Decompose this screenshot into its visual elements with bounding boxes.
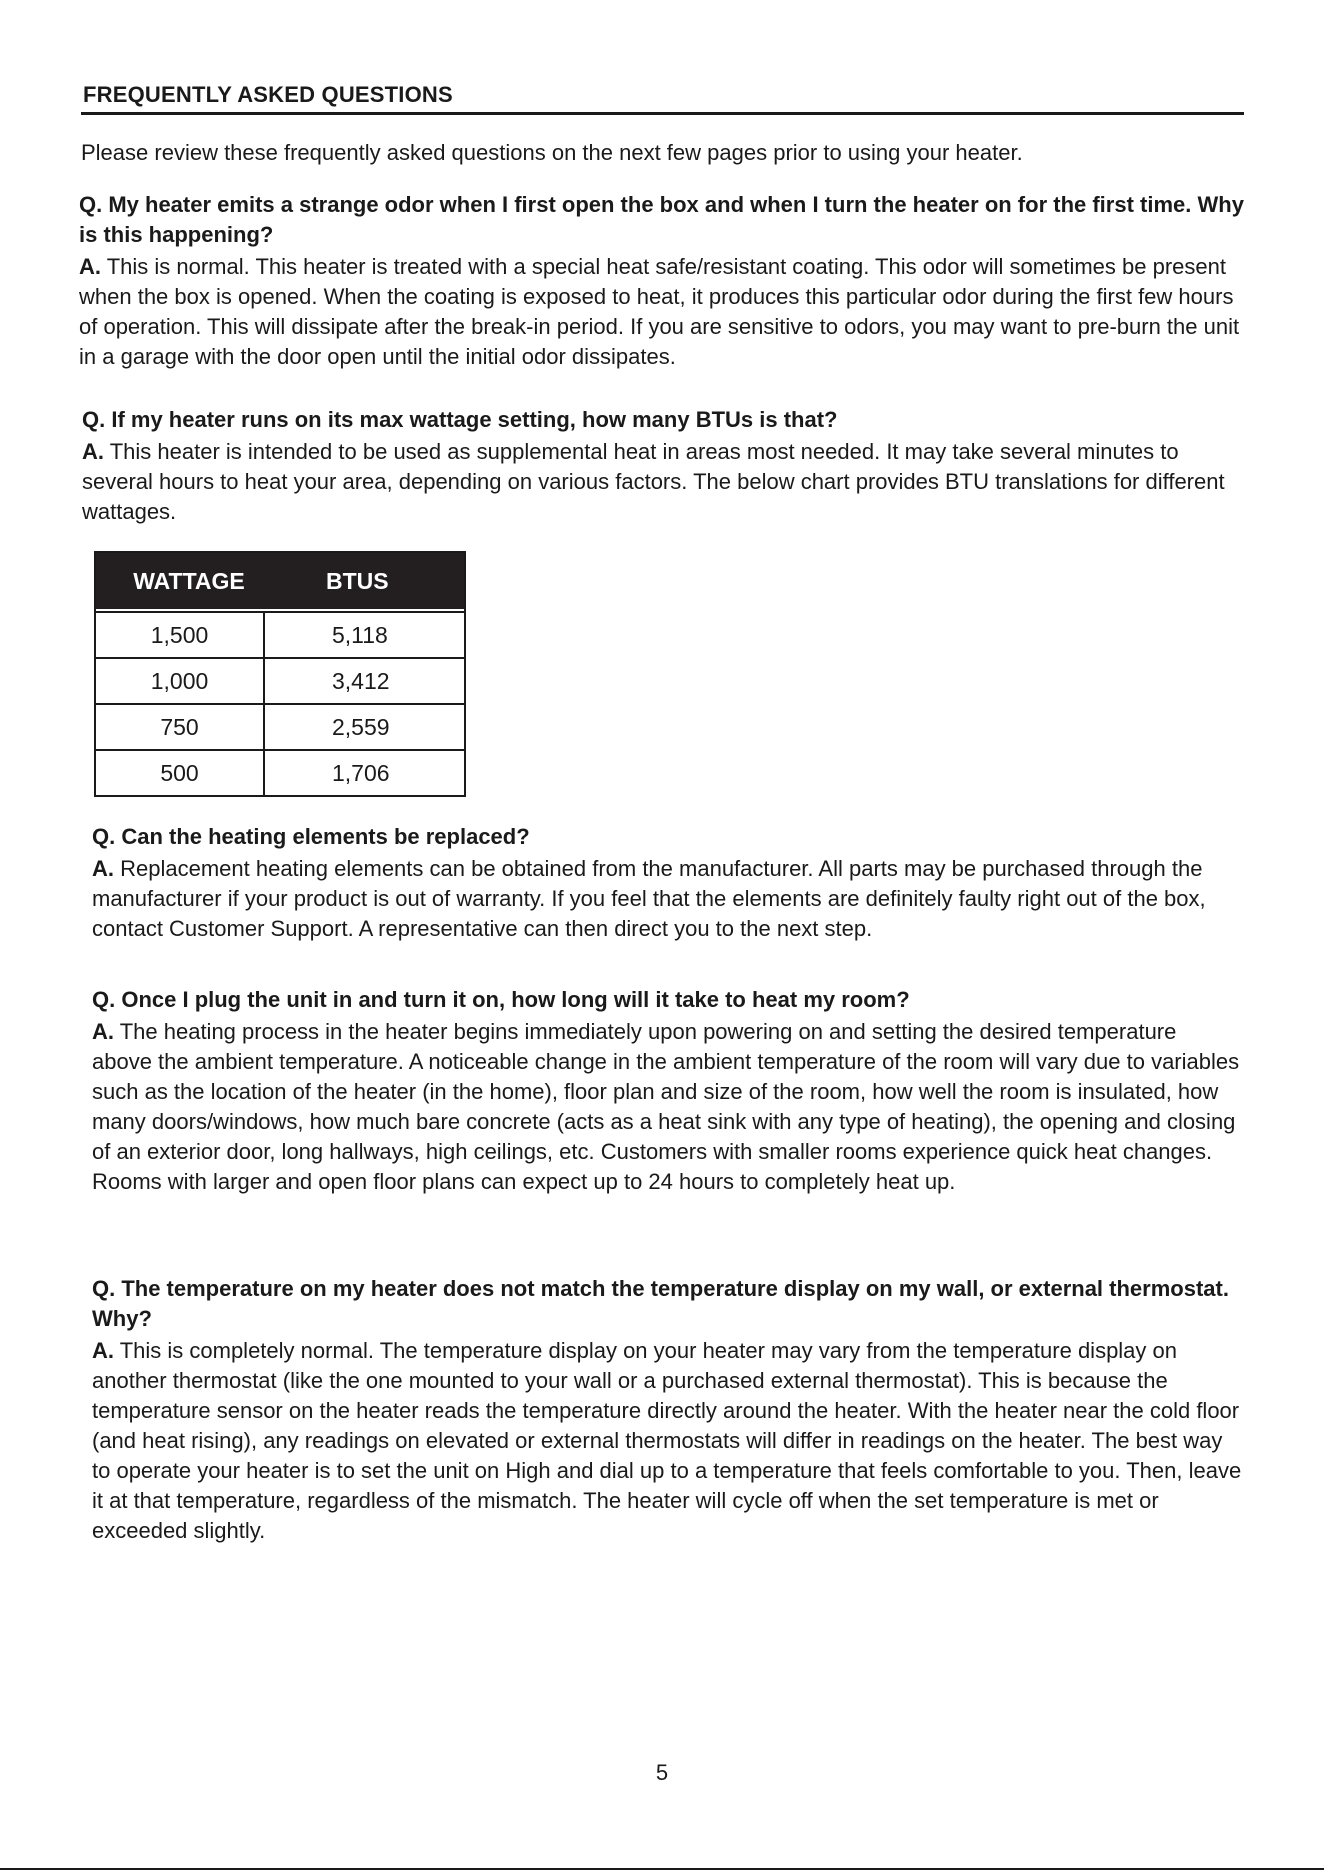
table-row [96, 749, 464, 795]
page-heading: FREQUENTLY ASKED QUESTIONS [83, 82, 453, 107]
faq-item [82, 405, 1252, 527]
faq-answer [92, 854, 1242, 944]
faq-item [79, 190, 1249, 372]
answer-prefix: A. [92, 1338, 114, 1363]
faq-question: Q. If my heater runs on its max wattage setting, how many BTUs is that? [82, 407, 838, 432]
faq-question: Q. Once I plug the unit in and turn it on, how long will it take to heat my room? [92, 987, 910, 1012]
table-cell-wattage: 500 [96, 751, 265, 795]
faq-item [92, 822, 1242, 944]
faq-question: Q. Can the heating elements be replaced? [92, 824, 530, 849]
table-cell-btus: 5,118 [332, 621, 388, 648]
answer-text: This heater is intended to be used as supplemental heat in areas most needed. It may take several minutes to several hours to heat your area, depending on various factors. The below chart provides BTU translations for different wattages. [82, 439, 1225, 524]
table-cell-wattage: 1,500 [96, 613, 265, 657]
intro-text: Please review these frequently asked questions on the next few pages prior to using your heater. [81, 140, 1023, 165]
faq-item [92, 985, 1242, 1197]
table-cell-btus: 3,412 [332, 667, 390, 694]
answer-prefix: A. [82, 439, 104, 464]
table-row [96, 703, 464, 749]
table-row [96, 657, 464, 703]
faq-answer [79, 252, 1249, 372]
table-row [96, 611, 464, 657]
faq-answer [92, 1336, 1242, 1546]
faq-question: Q. My heater emits a strange odor when I first open the box and when I turn the heater on for the first time. Why is this happening? [79, 192, 1244, 247]
wattage-btu-table [94, 551, 466, 797]
answer-prefix: A. [92, 856, 114, 881]
table-cell-wattage: 750 [96, 705, 265, 749]
table-header-btus: BTUS [326, 567, 389, 594]
heading-rule [81, 112, 1244, 115]
table-cell-btus: 1,706 [332, 759, 390, 786]
table-header [96, 553, 464, 609]
table-cell-wattage: 1,000 [96, 659, 265, 703]
faq-question: Q. The temperature on my heater does not match the temperature display on my wall, or external thermostat. Why? [92, 1276, 1229, 1331]
page-number: 5 [655, 1760, 669, 1785]
table-header-wattage: WATTAGE [133, 567, 245, 594]
table-cell-btus: 2,559 [332, 713, 390, 740]
faq-item [92, 1274, 1242, 1546]
page-bottom-edge [0, 1868, 1324, 1870]
answer-text: The heating process in the heater begins immediately upon powering on and setting the desired temperature above the ambient temperature. A noticeable change in the ambient temperature of the room will vary due to variables such as the location of the heater (in the home), floor plan and size of the room, how well the room is insulated, how many doors/windows, how much bare concrete (acts as a heat sink with any type of heating), the opening and closing of an exterior door, long hallways, high ceilings, etc. Customers with smaller rooms experience quick heat changes. Rooms with larger and open floor plans can expect up to 24 hours to completely heat up. [92, 1019, 1240, 1194]
faq-answer [82, 437, 1252, 527]
answer-text: Replacement heating elements can be obtained from the manufacturer. All parts may be purchased through the manufacturer if your product is out of warranty. If you feel that the elements are definitely faulty right out of the box, contact Customer Support. A representative can then direct you to the next step. [92, 856, 1206, 941]
answer-text: This is completely normal. The temperature display on your heater may vary from the temperature display on another thermostat (like the one mounted to your wall or a purchased external thermostat). This is because the temperature sensor on the heater reads the temperature directly around the heater. With the heater near the cold floor (and heat rising), any readings on elevated or external thermostats will differ in readings on the heater. The best way to operate your heater is to set the unit on High and dial up to a temperature that feels comfortable to you. Then, leave it at that temperature, regardless of the mismatch. The heater will cycle off when the set temperature is met or exceeded slightly. [92, 1338, 1242, 1543]
answer-prefix: A. [92, 1019, 114, 1044]
answer-text: This is normal. This heater is treated with a special heat safe/resistant coating. This odor will sometimes be present when the box is opened. When the coating is exposed to heat, it produces this particular odor during the first few hours of operation. This will dissipate after the break-in period. If you are sensitive to odors, you may want to pre-burn the unit in a garage with the door open until the initial odor dissipates. [79, 254, 1240, 369]
answer-prefix: A. [79, 254, 101, 279]
faq-answer [92, 1017, 1242, 1197]
